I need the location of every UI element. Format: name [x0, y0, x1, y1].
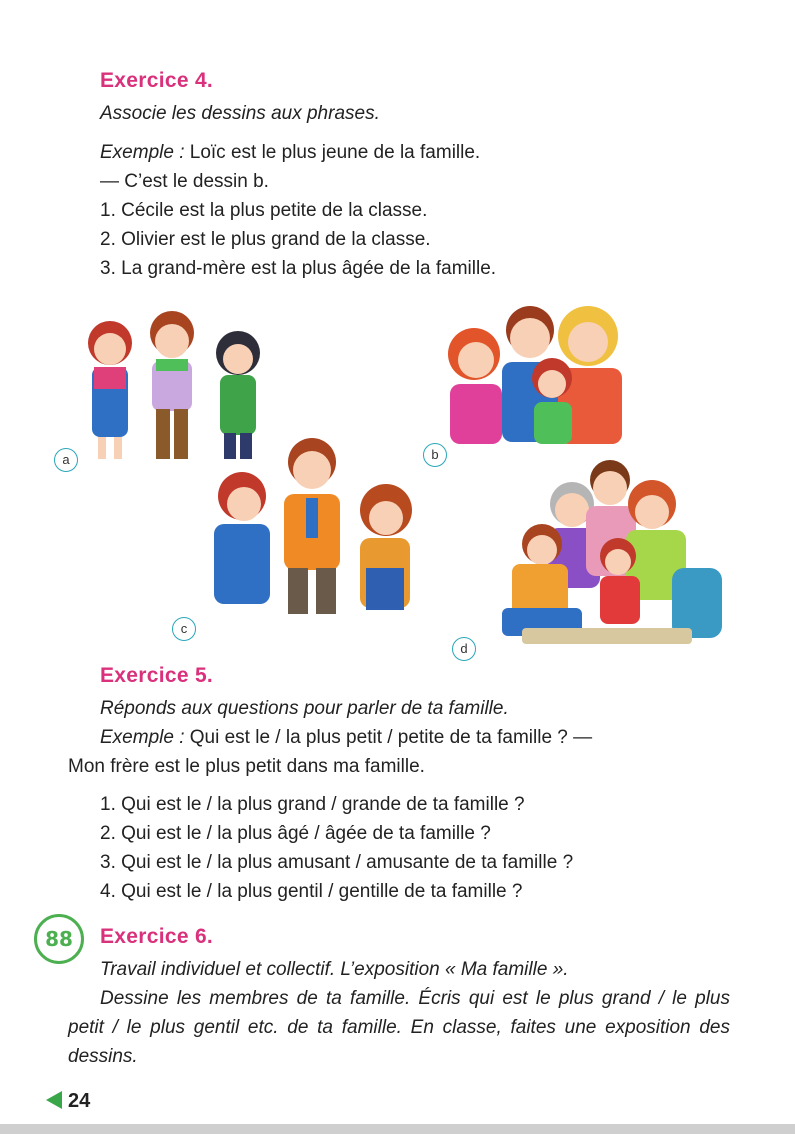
exercise-5-item-1: 1. Qui est le / la plus grand / grande de ta famille ? — [100, 794, 525, 815]
exercise-5-instruction: Réponds aux questions pour parler de ta famille. — [100, 698, 509, 719]
exercise-5-item-3: 3. Qui est le / la plus amusant / amusante de ta famille ? — [100, 852, 574, 873]
example-label: Exemple : — [100, 727, 185, 748]
exercise-4-example — [100, 138, 480, 167]
label-b: b — [423, 443, 447, 467]
exercise-5-title: Exercice 5. — [100, 664, 214, 687]
exercise-4-title: Exercice 4. — [100, 69, 214, 92]
label-a: a — [54, 448, 78, 472]
page-number: 24 — [68, 1090, 91, 1112]
example-text: Qui est le / la plus petit / petite de ta famille ? — — [184, 727, 593, 748]
example-label: Exemple : — [100, 142, 185, 163]
exercise-5-example-continued: Mon frère est le plus petit dans ma famille. — [68, 756, 425, 777]
exercise-6-title: Exercice 6. — [100, 925, 214, 948]
exercise-4-example-answer: — C’est le dessin b. — [100, 171, 269, 192]
exercise-5-item-4: 4. Qui est le / la plus gentil / gentille de ta famille ? — [100, 881, 523, 902]
exercise-6-line-1: Travail individuel et collectif. L’exposition « Ma famille ». — [100, 959, 569, 980]
illustration-d-extended-family — [482, 458, 732, 648]
bottom-edge — [0, 1124, 795, 1134]
label-d: d — [452, 637, 476, 661]
badge-text: 88 — [45, 927, 73, 951]
group-work-badge-icon — [34, 914, 84, 964]
example-text: Loïc est le plus jeune de la famille. — [184, 142, 481, 163]
exercise-4-instruction: Associe les dessins aux phrases. — [100, 103, 380, 124]
exercise-4-item-2: 2. Olivier est le plus grand de la classe. — [100, 229, 431, 250]
exercise-4-item-1: 1. Cécile est la plus petite de la classe. — [100, 200, 428, 221]
page-arrow-icon — [44, 1090, 64, 1110]
exercise-5-example — [100, 723, 592, 752]
label-c: c — [172, 617, 196, 641]
exercise-5-item-2: 2. Qui est le / la plus âgé / âgée de ta famille ? — [100, 823, 491, 844]
illustration-c-three-classmates — [200, 438, 440, 618]
exercise-4-item-3: 3. La grand-mère est la plus âgée de la famille. — [100, 258, 497, 279]
exercise-6-paragraph: Dessine les membres de ta famille. Écris qui est le plus grand / le plus petit / le plus gentil etc. de ta famille. En classe, faites une exposition des dessins. — [68, 988, 730, 1067]
illustration-b-family-portrait — [440, 298, 640, 448]
